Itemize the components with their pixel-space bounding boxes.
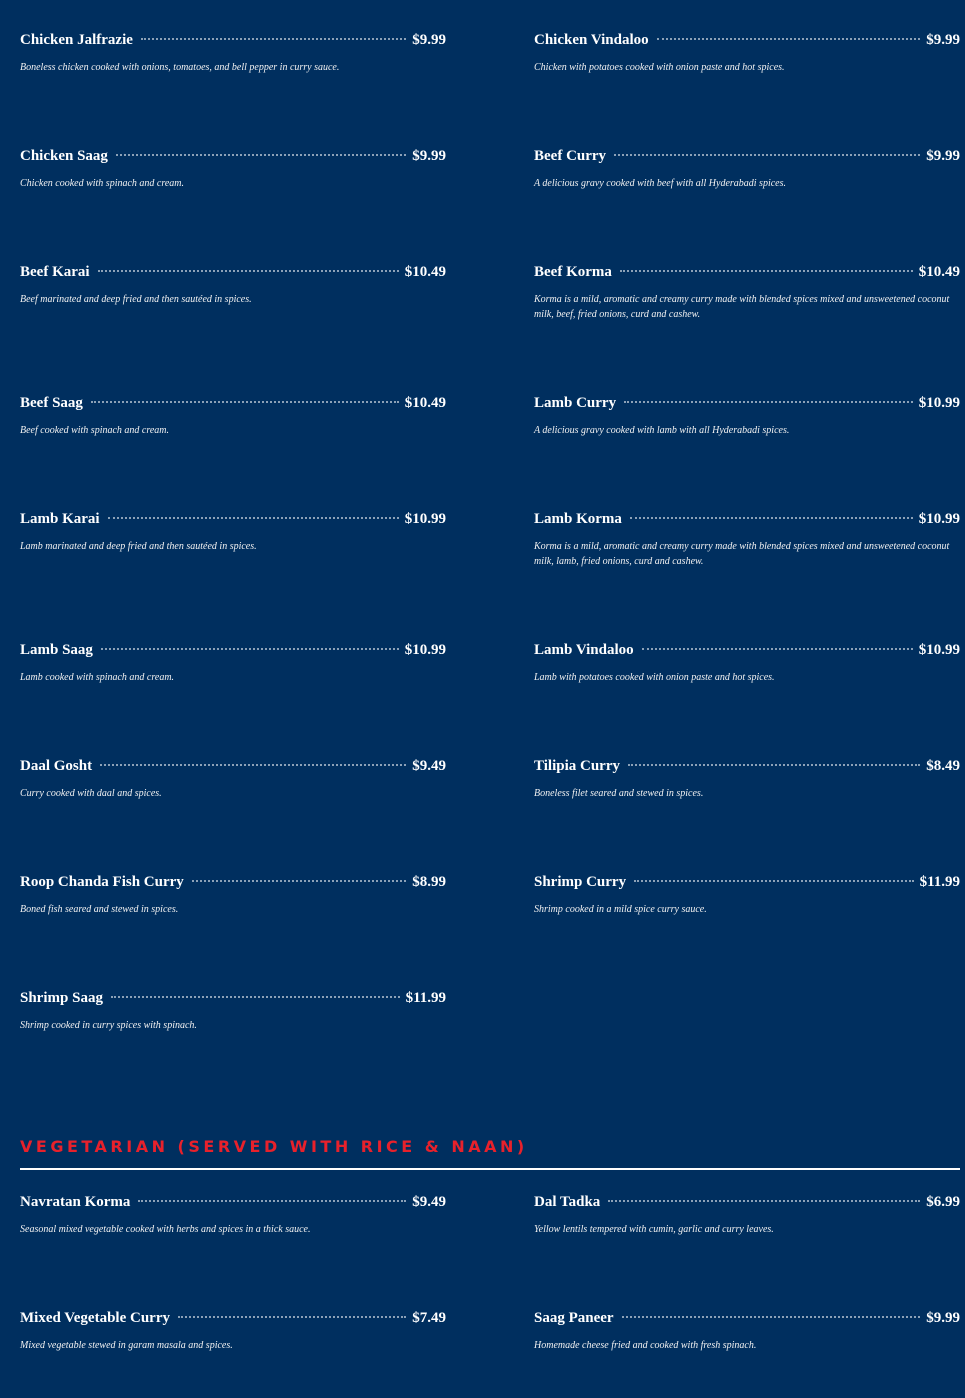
menu-item: [20, 640, 446, 756]
menu-item: [534, 640, 960, 756]
dot-leader: [608, 1200, 920, 1202]
menu-item-header: [20, 509, 446, 529]
menu-item-description: Shrimp cooked in curry spices with spinach.: [20, 1020, 197, 1031]
menu-item-price: $7.49: [412, 1310, 446, 1326]
section-divider: [20, 1168, 960, 1170]
menu-item-price: $10.99: [918, 642, 960, 658]
dot-leader: [178, 1316, 406, 1318]
dot-leader: [620, 270, 913, 272]
dot-leader: [634, 880, 913, 882]
menu-item: [20, 509, 446, 640]
menu-item-header: [534, 393, 960, 413]
menu-item-price: $11.99: [405, 990, 446, 1006]
menu-item: [20, 30, 446, 146]
menu-item-description: Boneless chicken cooked with onions, tomatoes, and bell pepper in curry sauce.: [20, 62, 340, 73]
dot-leader: [91, 401, 399, 403]
menu-item: [20, 393, 446, 509]
menu-item-header: [20, 756, 446, 776]
menu-item: [534, 262, 960, 393]
dot-leader: [628, 764, 920, 766]
menu-item-name: Beef Karai: [20, 264, 90, 280]
menu-item-description: Boned fish seared and stewed in spices.: [20, 904, 179, 915]
menu-item-description: Curry cooked with daal and spices.: [20, 788, 162, 799]
menu-item-name: Shrimp Curry: [534, 874, 627, 890]
menu-item-name: Beef Curry: [534, 148, 607, 164]
menu-item-name: Beef Saag: [20, 395, 83, 411]
menu-item-description: Shrimp cooked in a mild spice curry sauce.: [534, 904, 707, 915]
menu-item: [20, 1308, 446, 1398]
dot-leader: [98, 270, 399, 272]
menu-item-name: Tilipia Curry: [534, 758, 620, 774]
menu-item-price: $8.99: [412, 874, 446, 890]
menu-item-price: $9.99: [926, 32, 960, 48]
menu-item-price: $9.99: [926, 1310, 960, 1326]
menu-item-description: Korma is a mild, aromatic and creamy curry made with blended spices mixed and unsweetened coconut milk, lamb, fried onions, curd and cashew.: [534, 541, 950, 567]
menu-item-description: Beef marinated and deep fried and then sautéed in spices.: [20, 294, 252, 305]
dot-leader: [657, 38, 921, 40]
dot-leader: [642, 648, 913, 650]
menu-item: [20, 146, 446, 262]
menu-item-description: Seasonal mixed vegetable cooked with herbs and spices in a thick sauce.: [20, 1224, 311, 1235]
menu-item-description: Lamb with potatoes cooked with onion paste and hot spices.: [534, 672, 775, 683]
menu-item-description: Boneless filet seared and stewed in spices.: [534, 788, 704, 799]
menu-item-name: Chicken Saag: [20, 148, 108, 164]
menu-item-price: $9.99: [412, 148, 446, 164]
menu-item-price: $10.99: [918, 511, 960, 527]
menu-item-header: [534, 146, 960, 166]
menu-item-description: Beef cooked with spinach and cream.: [20, 425, 170, 436]
menu-item: [20, 756, 446, 872]
menu-item-name: Beef Korma: [534, 264, 612, 280]
menu-item: [534, 872, 960, 988]
menu-item-header: [534, 30, 960, 50]
menu-item-price: $9.49: [412, 1194, 446, 1210]
menu-item-header: [20, 1192, 446, 1212]
menu-item-header: [534, 509, 960, 529]
dot-leader: [101, 648, 399, 650]
menu-item-price: $9.99: [926, 148, 960, 164]
menu-item-price: $10.99: [404, 511, 446, 527]
menu-item-description: Yellow lentils tempered with cumin, garlic and curry leaves.: [534, 1224, 774, 1235]
menu-item: [534, 1308, 960, 1398]
menu-item: [534, 988, 960, 1104]
dot-leader: [138, 1200, 406, 1202]
menu-item-header: [20, 393, 446, 413]
menu-item-name: Chicken Vindaloo: [534, 32, 649, 48]
menu-item-description: Chicken cooked with spinach and cream.: [20, 178, 185, 189]
menu-item-name: Lamb Vindaloo: [534, 642, 634, 658]
menu-item-price: $6.99: [926, 1194, 960, 1210]
menu-item-header: [534, 1192, 960, 1212]
menu-item-header: [20, 988, 446, 1008]
menu-item-name: Mixed Vegetable Curry: [20, 1310, 170, 1326]
dot-leader: [614, 154, 920, 156]
dot-leader: [100, 764, 406, 766]
menu-item-header: [20, 1308, 446, 1328]
menu-item-name: Lamb Korma: [534, 511, 622, 527]
menu-item-price: $10.99: [404, 642, 446, 658]
dot-leader: [108, 517, 399, 519]
menu-item-header: [534, 262, 960, 282]
dot-leader: [624, 401, 913, 403]
menu-item: [20, 1192, 446, 1308]
menu-item: [534, 30, 960, 146]
menu-item-description: Lamb marinated and deep fried and then sautéed in spices.: [20, 541, 257, 552]
dot-leader: [192, 880, 406, 882]
menu-item-description: Lamb cooked with spinach and cream.: [20, 672, 175, 683]
menu-item: [534, 509, 960, 640]
menu-item: [534, 393, 960, 509]
menu-item-name: Lamb Karai: [20, 511, 100, 527]
menu-item-name: Saag Paneer: [534, 1310, 614, 1326]
dot-leader: [116, 154, 406, 156]
menu-item-description: Korma is a mild, aromatic and creamy curry made with blended spices mixed and unsweetened coconut milk, beef, fried onions, curd and cashew.: [534, 294, 950, 320]
dot-leader: [111, 996, 400, 998]
menu-item-header: [20, 640, 446, 660]
menu-item-name: Roop Chanda Fish Curry: [20, 874, 184, 890]
menu-item-header: [20, 146, 446, 166]
menu-item-header: [534, 756, 960, 776]
section-title-vegetarian: VEGETARIAN (SERVED WITH RICE & NAAN): [20, 1137, 528, 1156]
menu-item-description: Chicken with potatoes cooked with onion paste and hot spices.: [534, 62, 785, 73]
menu-item-description: A delicious gravy cooked with beef with all Hyderabadi spices.: [534, 178, 786, 189]
menu-item-name: Lamb Saag: [20, 642, 93, 658]
menu-item: [20, 262, 446, 393]
menu-item-name: Dal Tadka: [534, 1194, 601, 1210]
menu-item-name: Shrimp Saag: [20, 990, 103, 1006]
menu-item-price: $10.49: [404, 395, 446, 411]
menu-item-price: $11.99: [919, 874, 960, 890]
menu-item: [20, 988, 446, 1104]
menu-item-header: [20, 30, 446, 50]
menu-item-header: [20, 262, 446, 282]
dot-leader: [622, 1316, 921, 1318]
menu-item: [20, 872, 446, 988]
menu-item-price: $10.49: [918, 264, 960, 280]
menu-item-description: Mixed vegetable stewed in garam masala and spices.: [20, 1340, 233, 1351]
menu-item: [534, 146, 960, 262]
menu-item-name: Navratan Korma: [20, 1194, 131, 1210]
menu-item-price: $9.99: [412, 32, 446, 48]
dot-leader: [630, 517, 913, 519]
menu-item-name: Daal Gosht: [20, 758, 93, 774]
menu-item-description: Homemade cheese fried and cooked with fresh spinach.: [534, 1340, 757, 1351]
menu-item-header: [20, 872, 446, 892]
menu-item-name: Lamb Curry: [534, 395, 617, 411]
menu-item: [534, 1192, 960, 1308]
menu-item-description: A delicious gravy cooked with lamb with all Hyderabadi spices.: [534, 425, 790, 436]
menu-item-header: [534, 640, 960, 660]
menu-item-header: [534, 1308, 960, 1328]
nonveg-menu-grid: [20, 30, 960, 1104]
menu-item-price: $9.49: [412, 758, 446, 774]
menu-item: [534, 756, 960, 872]
menu-item-name: Chicken Jalfrazie: [20, 32, 133, 48]
menu-item-price: $10.99: [918, 395, 960, 411]
menu-item-price: $8.49: [926, 758, 960, 774]
dot-leader: [141, 38, 406, 40]
menu-item-header: [534, 872, 960, 892]
vegetarian-menu-grid: [20, 1192, 960, 1398]
menu-item-price: $10.49: [404, 264, 446, 280]
